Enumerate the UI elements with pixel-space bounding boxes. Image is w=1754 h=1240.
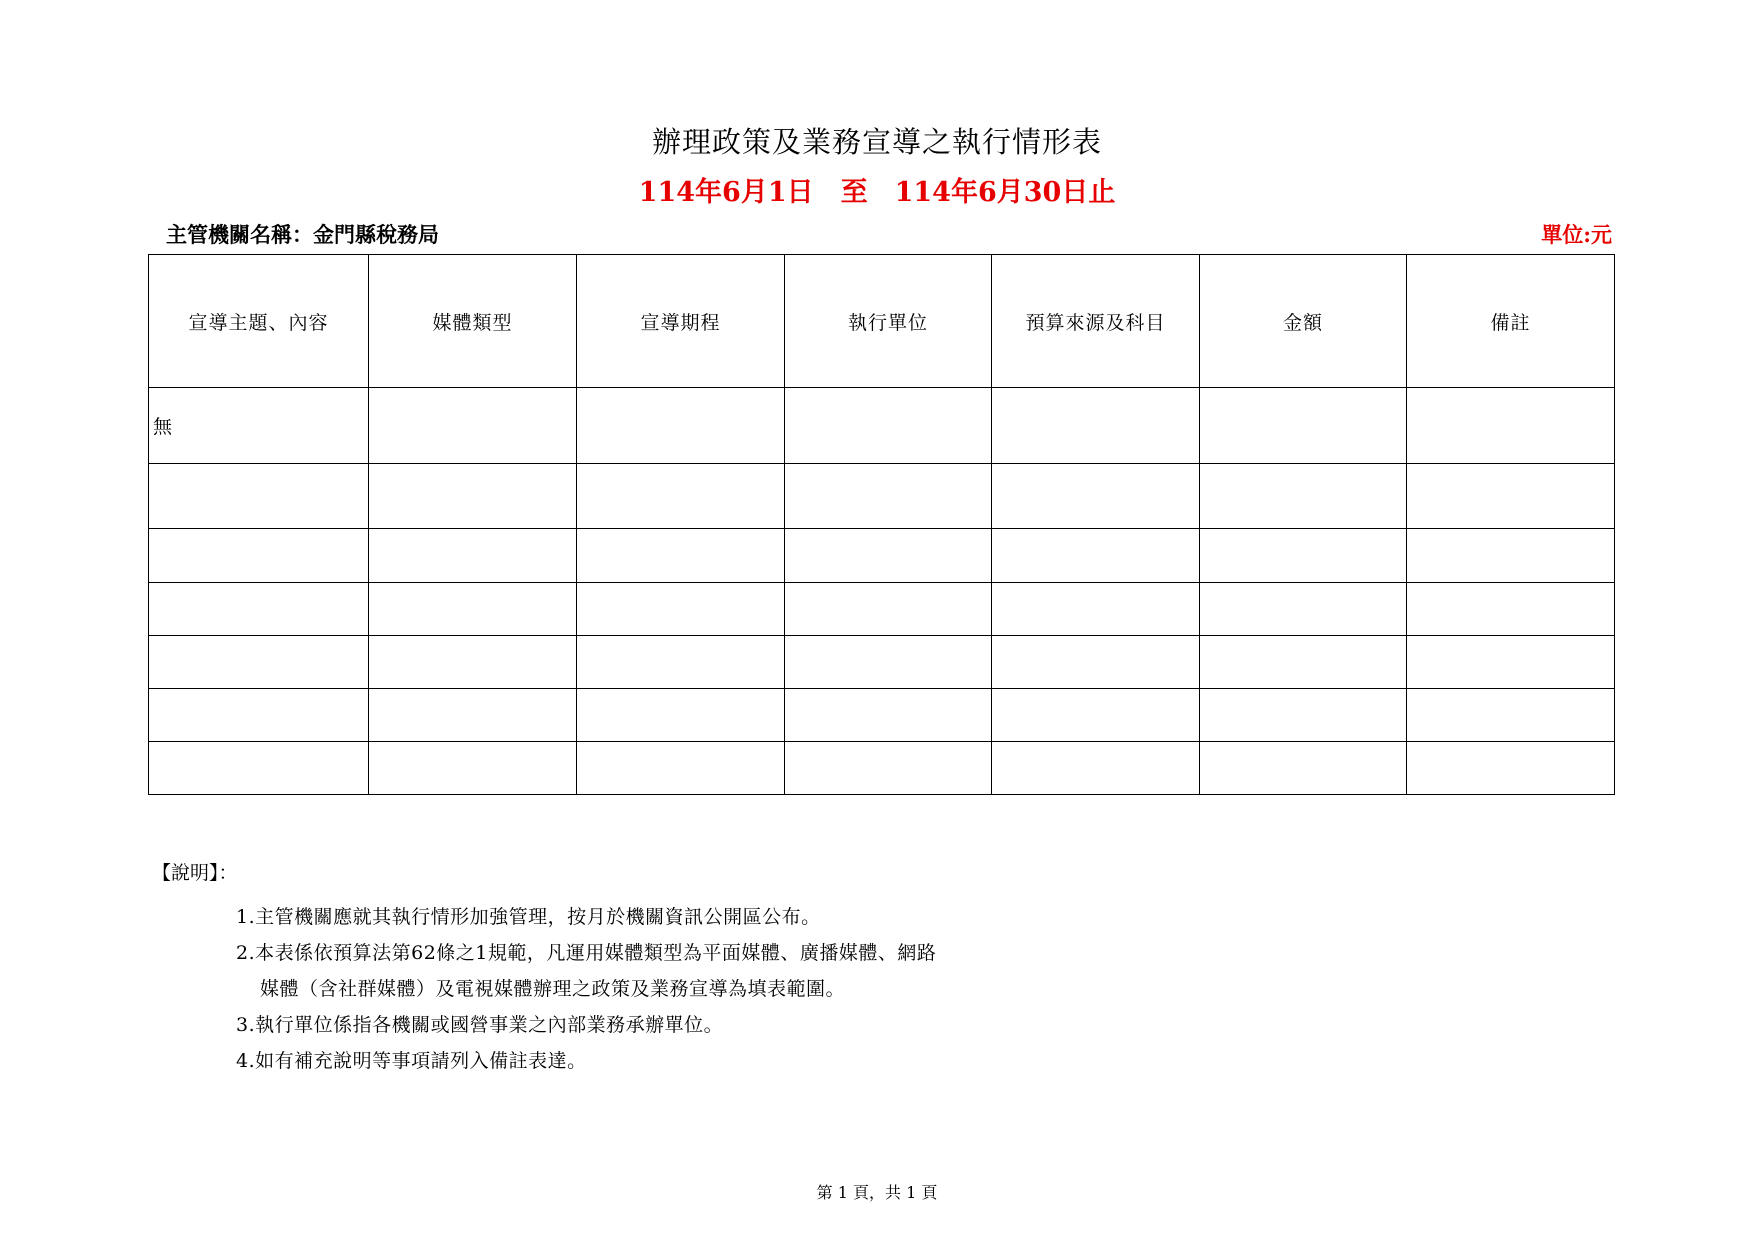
table-header-row [149,255,1615,388]
table-cell: 無 [149,388,369,464]
table-cell [1407,583,1615,636]
table-cell [785,529,992,583]
table-cell [785,689,992,742]
table-cell [785,583,992,636]
reporting-period: 114年6月1日 至 114年6月30日止 [638,177,1116,208]
table-row [149,583,1615,636]
table-cell [1200,636,1407,689]
table-cell [1407,388,1615,464]
table-cell [149,464,369,529]
header-remarks: 備註 [1407,255,1615,388]
note-item: 1.主管機關應就其執行情形加強管理，按月於機關資訊公開區公布。 [236,906,821,928]
table-cell [1407,636,1615,689]
header-budget-source: 預算來源及科目 [992,255,1200,388]
table-cell [1407,742,1615,795]
table-cell [1200,464,1407,529]
table-row [149,388,1615,464]
table-cell [577,464,785,529]
table-cell [785,636,992,689]
table-row [149,529,1615,583]
table-cell [1200,583,1407,636]
table-cell [785,464,992,529]
table-cell [992,464,1200,529]
header-amount: 金額 [1200,255,1407,388]
notes-heading: 【說明】： [152,862,238,884]
table-cell [1407,464,1615,529]
document-title: 辦理政策及業務宣導之執行情形表 [651,125,1102,159]
table-cell [369,636,577,689]
promotion-table [148,254,1615,795]
table-cell [992,742,1200,795]
table-cell [369,464,577,529]
table-cell [369,583,577,636]
table-cell [577,742,785,795]
header-executing-unit: 執行單位 [785,255,992,388]
table-row [149,689,1615,742]
table-cell [369,742,577,795]
table-cell [369,689,577,742]
table-cell [149,583,369,636]
table-cell [149,636,369,689]
table-cell [992,689,1200,742]
table-cell [149,689,369,742]
table-cell [1200,689,1407,742]
page-number: 第 1 頁，共 1 頁 [816,1183,938,1202]
explanation-notes [152,858,936,1079]
note-item-continuation: 媒體（含社群媒體）及電視媒體辦理之政策及業務宣導為填表範圍。 [260,978,846,1000]
table-cell [992,388,1200,464]
note-item: 4.如有補充說明等事項請列入備註表達。 [236,1050,587,1072]
table-cell [1407,529,1615,583]
table-cell [149,529,369,583]
table-cell [369,388,577,464]
table-row [149,636,1615,689]
table-cell [577,529,785,583]
agency-name: 主管機關名稱：金門縣稅務局 [166,222,439,247]
currency-unit: 單位:元 [1541,222,1612,247]
table-cell [1200,388,1407,464]
table-row [149,742,1615,795]
table-cell [992,529,1200,583]
table-cell [149,742,369,795]
table-cell [577,388,785,464]
table-cell [1200,529,1407,583]
note-item: 3.執行單位係指各機關或國營事業之內部業務承辦單位。 [236,1014,724,1036]
table-cell [785,742,992,795]
note-item: 2.本表係依預算法第62條之1規範，凡運用媒體類型為平面媒體、廣播媒體、網路 [236,942,937,964]
table-row [149,464,1615,529]
table-cell [577,689,785,742]
header-schedule: 宣導期程 [577,255,785,388]
header-topic: 宣導主題、內容 [149,255,369,388]
table-cell [992,636,1200,689]
table-cell [1407,689,1615,742]
table-cell [992,583,1200,636]
table-cell [1200,742,1407,795]
table-cell [577,636,785,689]
table-cell [577,583,785,636]
table-cell [369,529,577,583]
table-cell [785,388,992,464]
header-media-type: 媒體類型 [369,255,577,388]
